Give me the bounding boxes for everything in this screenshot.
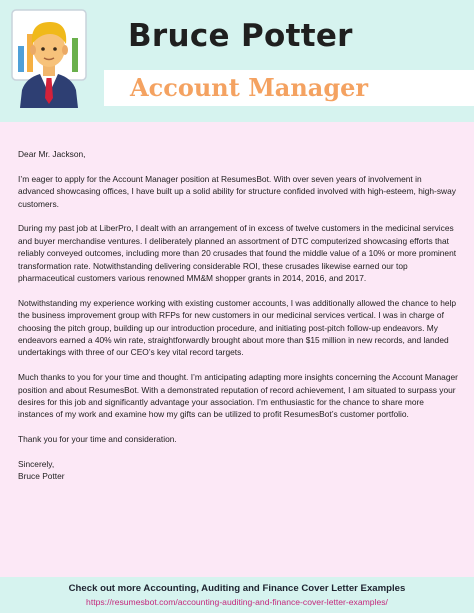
cover-letter-body <box>18 148 458 483</box>
job-title: Account Manager <box>130 73 369 102</box>
paragraph-3: Notwithstanding my experience working with existing customer accounts, I was additionally allowed the chance to help the business improvement group with RFPs for new customers in our medicinal services vertical. I was in charge of choosing the pitch group, building up our introduction procedure, and initiating post-pitch follow-up endeavors. My endeavors earned a 40% win rate, straightforwardly brought about more than $15 million in new records, and landed undertakings with three of our CEO’s key vital record targets. <box>18 297 457 358</box>
salutation: Dear Mr. Jackson, <box>18 149 86 159</box>
applicant-name: Bruce Potter <box>128 18 353 54</box>
paragraph-1: I’m eager to apply for the Account Manager position at ResumesBot. With over seven years of involvement in advanced showcasing offices, I have built up a solid ability for structure confided involved with high-esteem, high-sway customers. <box>18 173 456 209</box>
businessman-avatar-icon <box>10 8 88 108</box>
footer-link[interactable]: https://resumesbot.com/accounting-auditing-and-finance-cover-letter-examples/ <box>86 597 388 607</box>
paragraph-2: During my past job at LiberPro, I dealt with an arrangement of in excess of twelve customers in the medicinal services and buyer merchandise ventures. I deliberately planned an assortment of DTC computerized showcasing efforts that reliably conveyed outcomes, including more than 20 crusades that found the middle value of a 10% or more prominent transformation rate. Notwithstanding delivering considerable ROI, these crusades likewise earned our top pharmaceutical customers various renowned MM&M shopper grants in 2014, 2016, and 2017. <box>18 223 457 284</box>
footer-title: Check out more Accounting, Auditing and Finance Cover Letter Examples <box>68 583 406 594</box>
paragraph-5: Thank you for your time and consideration. <box>18 434 177 445</box>
closing: Sincerely, <box>18 459 55 470</box>
signature: Bruce Potter <box>18 471 65 482</box>
paragraph-4: Much thanks to you for your time and thought. I’m anticipating adapting more insights concerning the Account Manager position and about ResumesBot. With a demonstrated reputation of record achievement, I am situated to surpass your desires for this job and significantly advantage your association. I’m enthusiastic for the chance to share more instances of my work and examine how my gifts can be utilized to profit ResumesBot’s customer portfolio. <box>18 372 458 420</box>
footer-band <box>0 577 474 613</box>
